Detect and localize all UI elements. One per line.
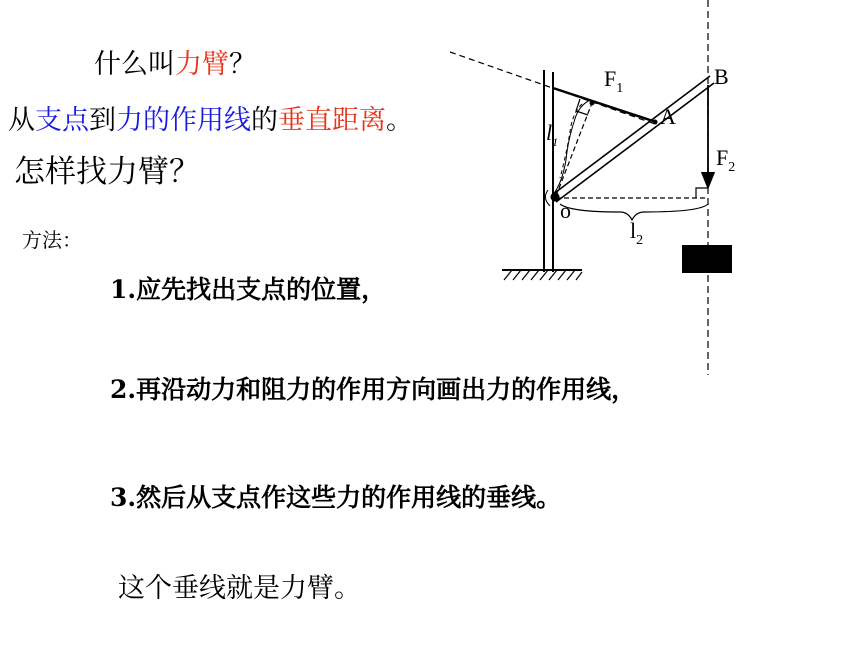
step-1-number: 1. xyxy=(110,275,137,304)
question1-prefix: 什么叫 xyxy=(94,49,175,80)
point-a-dot xyxy=(653,120,658,125)
ground-hatch xyxy=(502,270,582,280)
rope-dot xyxy=(590,101,595,106)
label-a: A xyxy=(660,104,676,129)
definition-fulcrum: 支点 xyxy=(35,105,89,136)
method-label: 方法： xyxy=(22,228,82,252)
fulcrum-point xyxy=(551,193,560,202)
wall-post xyxy=(544,70,553,272)
definition-perpendicular-distance: 垂直距离 xyxy=(278,105,386,136)
step-3-number: 3. xyxy=(110,483,137,512)
label-f1: $F_1$ xyxy=(604,66,624,96)
definition-line-of-action: 力的作用线 xyxy=(116,105,251,136)
fulcrum-curl xyxy=(545,190,550,206)
label-o: o xyxy=(560,198,571,223)
definition-part-1: 从 xyxy=(8,105,35,136)
step-2-text: 再沿动力和阻力的作用方向画出力的作用线， xyxy=(136,375,637,404)
step-2-number: 2. xyxy=(110,375,137,404)
hanging-weight xyxy=(682,245,732,273)
question1-highlight: 力臂 xyxy=(175,49,229,80)
definition-part-3: 到 xyxy=(89,105,116,136)
step-1-text: 应先找出支点的位置， xyxy=(136,275,387,304)
label-f2: $F_2$ xyxy=(716,145,736,175)
step-3-text: 然后从支点作这些力的作用线的垂线。 xyxy=(136,483,562,512)
definition-part-7: 。 xyxy=(386,105,413,136)
label-l1: $l_1$ xyxy=(546,120,559,149)
right-angle-mark-l2 xyxy=(696,188,708,198)
question-how-to-find-lever-arm: 怎样找力臂？ xyxy=(14,154,200,190)
conclusion: 这个垂线就是力臂。 xyxy=(118,573,361,604)
label-b: B xyxy=(714,64,729,89)
question1-suffix: ？ xyxy=(229,49,256,80)
label-l2: $l_2$ xyxy=(630,218,644,248)
definition-part-5: 的 xyxy=(251,105,278,136)
f1-rope xyxy=(553,88,656,122)
